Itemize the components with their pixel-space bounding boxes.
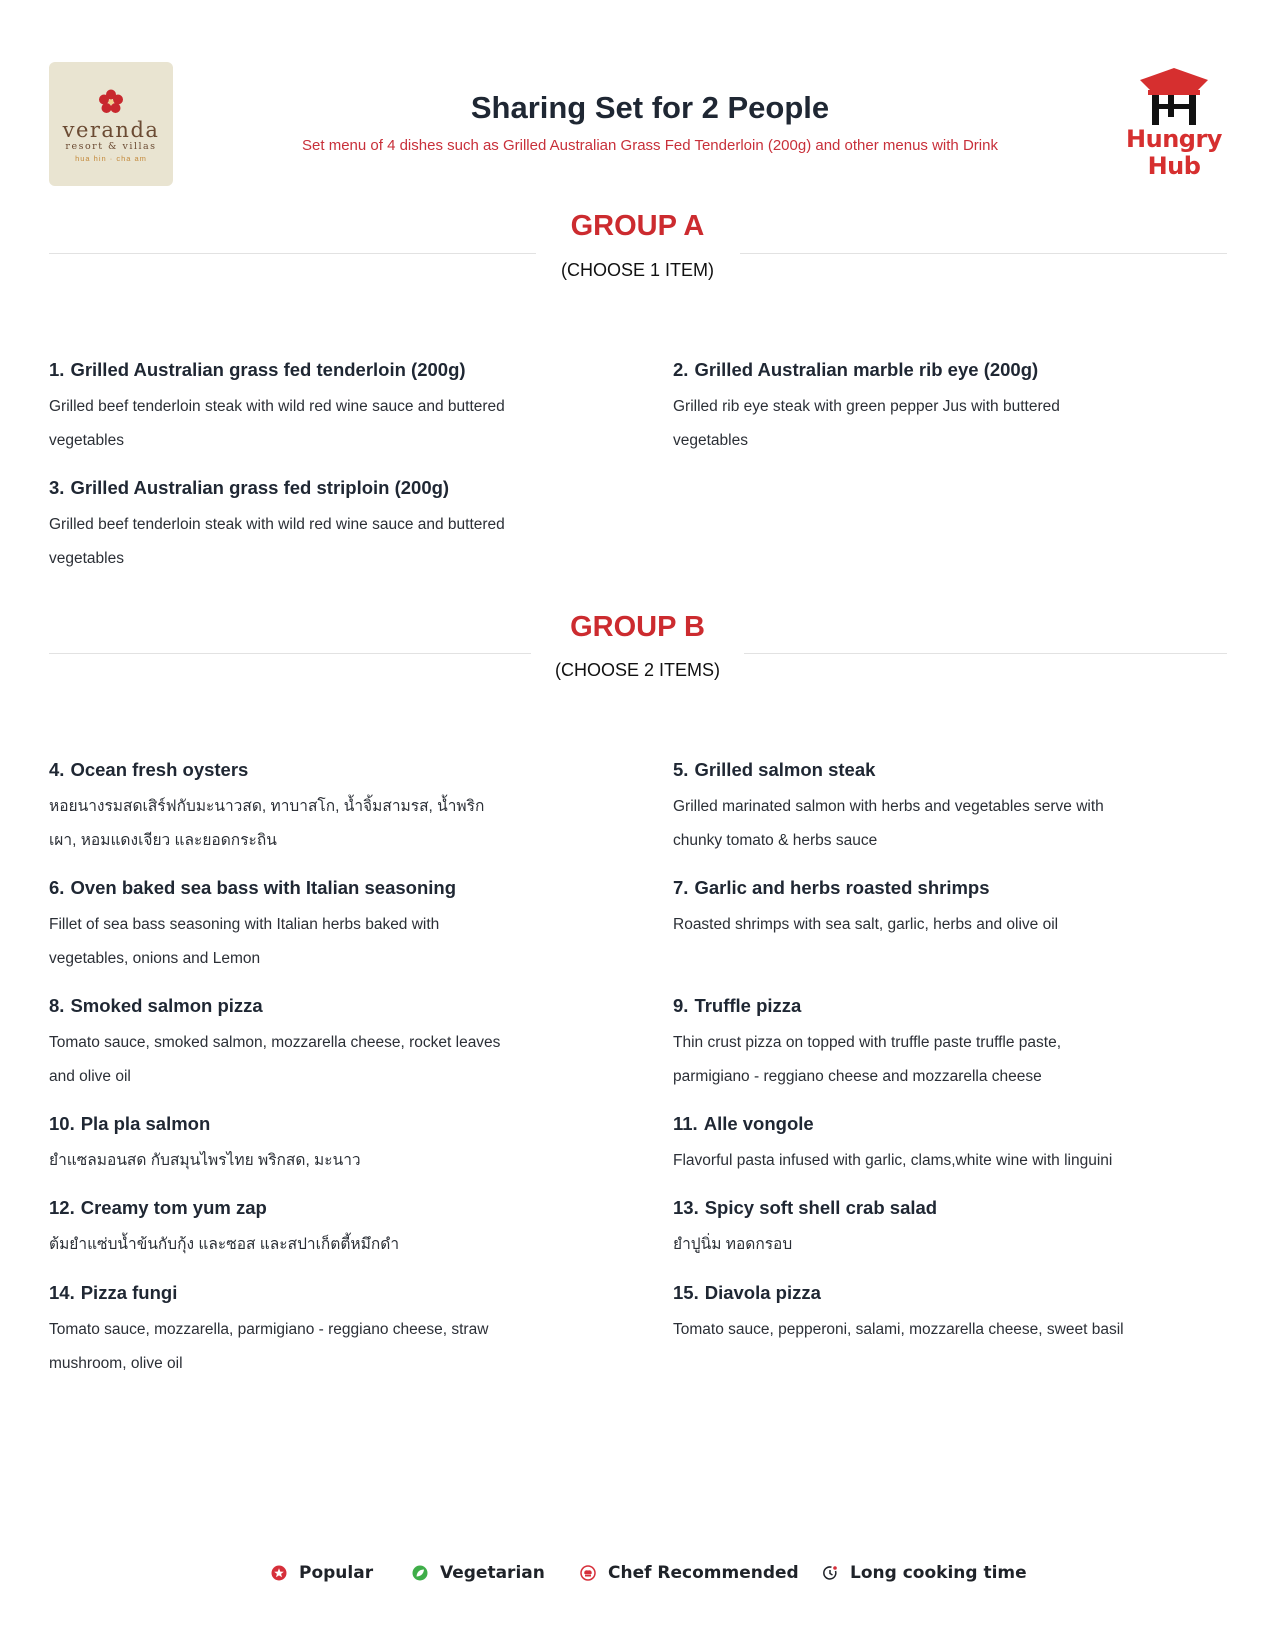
menu-item-description: หอยนางรมสดเสิร์ฟกับมะนาวสด, ทาบาสโก, น้ำจิ้มสามรส, น้ำพริกเผา, หอมแดงเจียว และยอดกระถิน	[49, 798, 485, 849]
group-b-subtitle: (CHOOSE 2 ITEMS)	[554, 660, 720, 680]
menu-item-title	[49, 874, 509, 902]
menu-item-number: 8.	[49, 995, 65, 1016]
menu-item-name: Pizza fungi	[80, 1282, 178, 1303]
menu-item-name: Diavola pizza	[704, 1282, 821, 1303]
menu-item-title	[49, 356, 509, 384]
menu-item	[673, 992, 1133, 1094]
menu-item-description: Tomato sauce, pepperoni, salami, mozzarella cheese, sweet basil	[673, 1321, 1124, 1338]
menu-item-name: Oven baked sea bass with Italian seasoning	[70, 877, 456, 898]
menu-item-description: Thin crust pizza on topped with truffle paste truffle paste, parmigiano - reggiano cheese and mozzarella cheese	[673, 1034, 1062, 1085]
menu-item-title	[673, 874, 1133, 902]
menu-item-name: Alle vongole	[703, 1113, 814, 1134]
menu-item	[673, 874, 1133, 942]
menu-item-number: 7.	[673, 877, 689, 898]
hungry-hub-logo	[1118, 66, 1230, 188]
menu-item-number: 5.	[673, 759, 689, 780]
menu-item-description: Roasted shrimps with sea salt, garlic, herbs and olive oil	[673, 916, 1059, 933]
menu-item-title	[49, 1110, 509, 1138]
menu-item	[673, 356, 1133, 458]
menu-item-title	[673, 1279, 1153, 1307]
menu-item	[49, 1110, 509, 1178]
legend-popular	[271, 1558, 373, 1588]
menu-item	[49, 756, 509, 858]
menu-item-name: Grilled Australian grass fed tenderloin (200g)	[70, 359, 466, 380]
menu-item-description: Grilled beef tenderloin steak with wild red wine sauce and buttered vegetables	[49, 516, 505, 567]
menu-item-description: ต้มยำแซ่บน้ำข้นกับกุ้ง และซอส และสปาเก็ตตี้หมึกดำ	[49, 1236, 400, 1253]
hungry-hub-line2: Hub	[1147, 152, 1201, 180]
veranda-location: hua hin · cha am	[75, 153, 147, 163]
menu-item-description: Fillet of sea bass seasoning with Italian herbs baked with vegetables, onions and Lemon	[49, 916, 440, 967]
menu-item-description: ยำปูนิ่ม ทอดกรอบ	[673, 1236, 793, 1253]
menu-item-name: Grilled salmon steak	[694, 759, 876, 780]
popular-icon	[271, 1565, 287, 1581]
hungry-hub-line1: Hungry	[1126, 125, 1222, 153]
table-icon	[1138, 66, 1210, 126]
vegetarian-icon	[412, 1565, 428, 1581]
group-b-divider-right	[744, 653, 1227, 654]
group-b-title: GROUP B	[570, 611, 705, 643]
menu-item	[673, 1194, 1133, 1262]
menu-item-number: 15.	[673, 1282, 699, 1303]
veranda-tagline: resort & villas	[65, 140, 157, 152]
menu-item-title	[673, 756, 1133, 784]
veranda-brand: veranda	[62, 117, 160, 142]
menu-item	[673, 756, 1133, 858]
legend-label: Vegetarian	[440, 1563, 545, 1583]
menu-item	[49, 1279, 509, 1381]
group-b-divider-left	[49, 653, 531, 654]
menu-item-title	[673, 356, 1133, 384]
group-a-title: GROUP A	[570, 210, 705, 242]
group-a-subtitle: (CHOOSE 1 ITEM)	[560, 260, 714, 280]
menu-item-name: Garlic and herbs roasted shrimps	[694, 877, 990, 898]
menu-item-name: Pla pla salmon	[80, 1113, 211, 1134]
legend-vegetarian	[412, 1558, 545, 1588]
menu-item	[49, 1194, 509, 1262]
menu-item	[673, 1110, 1153, 1178]
menu-item-number: 11.	[673, 1113, 698, 1134]
menu-item-name: Grilled Australian marble rib eye (200g)	[694, 359, 1039, 380]
group-a-divider-left	[49, 253, 536, 254]
legend-label: Popular	[299, 1563, 374, 1583]
menu-item	[49, 474, 509, 576]
menu-item-number: 1.	[49, 359, 65, 380]
menu-item-title	[49, 1279, 509, 1307]
long-cooking-time-icon	[822, 1565, 838, 1581]
menu-item	[673, 1279, 1153, 1347]
legend-long-cooking-time	[822, 1558, 1027, 1588]
legend-label: Chef Recommended	[608, 1563, 799, 1583]
menu-item-title	[673, 1194, 1133, 1222]
legend-chef-recommended	[580, 1558, 799, 1588]
group-a-divider-right	[740, 253, 1227, 254]
menu-item-number: 6.	[49, 877, 65, 898]
menu-item	[49, 356, 509, 458]
menu-item-description: Flavorful pasta infused with garlic, clams,white wine with linguini	[673, 1152, 1113, 1169]
menu-item-title	[49, 756, 509, 784]
menu-item-number: 9.	[673, 995, 689, 1016]
menu-item-description: Grilled beef tenderloin steak with wild red wine sauce and buttered vegetables	[49, 398, 505, 449]
menu-item-title	[49, 474, 509, 502]
menu-item-description: Tomato sauce, mozzarella, parmigiano - reggiano cheese, straw mushroom, olive oil	[49, 1321, 489, 1372]
menu-item-name: Ocean fresh oysters	[70, 759, 249, 780]
menu-item-name: Creamy tom yum zap	[80, 1197, 267, 1218]
menu-item-name: Spicy soft shell crab salad	[704, 1197, 938, 1218]
menu-item-name: Smoked salmon pizza	[70, 995, 263, 1016]
menu-item-title	[49, 992, 509, 1020]
menu-item-name: Grilled Australian grass fed striploin (200g)	[70, 477, 450, 498]
menu-item-number: 13.	[673, 1197, 699, 1218]
menu-item-description: Grilled marinated salmon with herbs and vegetables serve with chunky tomato & herbs sauce	[673, 798, 1104, 849]
menu-item	[49, 874, 509, 976]
veranda-logo	[49, 62, 173, 186]
menu-item-title	[673, 1110, 1153, 1138]
menu-item-title	[673, 992, 1133, 1020]
menu-item-number: 3.	[49, 477, 65, 498]
menu-item-number: 14.	[49, 1282, 75, 1303]
menu-item-number: 12.	[49, 1197, 75, 1218]
menu-item-number: 2.	[673, 359, 689, 380]
page-subtitle: Set menu of 4 dishes such as Grilled Australian Grass Fed Tenderloin (200g) and other menus with Drink	[302, 137, 998, 154]
menu-item-description: ยำแซลมอนสด กับสมุนไพรไทย พริกสด, มะนาว	[49, 1152, 361, 1169]
flower-icon	[96, 87, 126, 117]
menu-item-description: Grilled rib eye steak with green pepper Jus with buttered vegetables	[673, 398, 1060, 449]
legend-label: Long cooking time	[850, 1563, 1027, 1583]
page-title: Sharing Set for 2 People	[470, 90, 830, 125]
menu-item-number: 10.	[49, 1113, 75, 1134]
menu-item-number: 4.	[49, 759, 65, 780]
menu-item	[49, 992, 509, 1094]
menu-item-description: Tomato sauce, smoked salmon, mozzarella cheese, rocket leaves and olive oil	[49, 1034, 501, 1085]
chef-recommended-icon	[580, 1565, 596, 1581]
menu-item-name: Truffle pizza	[694, 995, 802, 1016]
menu-item-title	[49, 1194, 509, 1222]
